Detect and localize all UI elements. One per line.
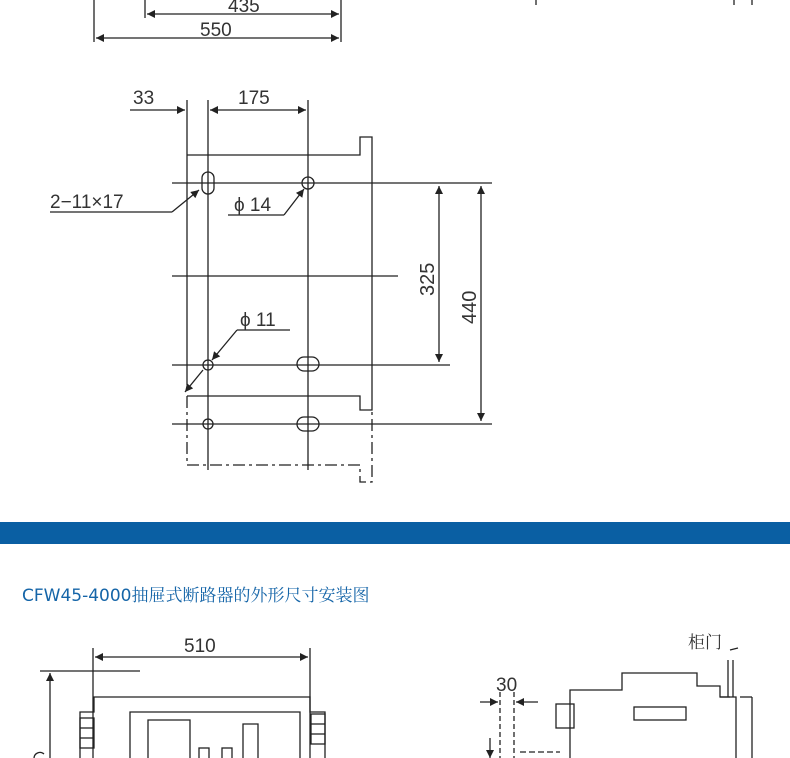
dimension-33: 33 [133,88,155,109]
dimension-325: 325 [417,262,439,296]
dimension-30: 30 [496,675,518,696]
section-title: CFW45-4000抽屉式断路器的外形尺寸安装图 [22,586,370,606]
hole-phi14-label: ϕ 14 [234,195,272,216]
dimension-435: 435 [228,0,260,17]
breaker-front-view [34,648,325,758]
mounting-plate [172,100,492,482]
breaker-side-view [480,648,752,758]
cabinet-door-label: 柜门 [688,633,722,653]
section-divider-band [0,522,790,544]
dimension-550: 550 [200,20,232,41]
dimension-510: 510 [184,636,216,657]
hole-phi11-label: ϕ 11 [240,310,276,331]
slot-hole-label: 2−11×17 [50,192,124,213]
dimension-175: 175 [238,88,270,109]
dimension-440: 440 [459,290,481,324]
top-dimension-group [94,0,752,42]
